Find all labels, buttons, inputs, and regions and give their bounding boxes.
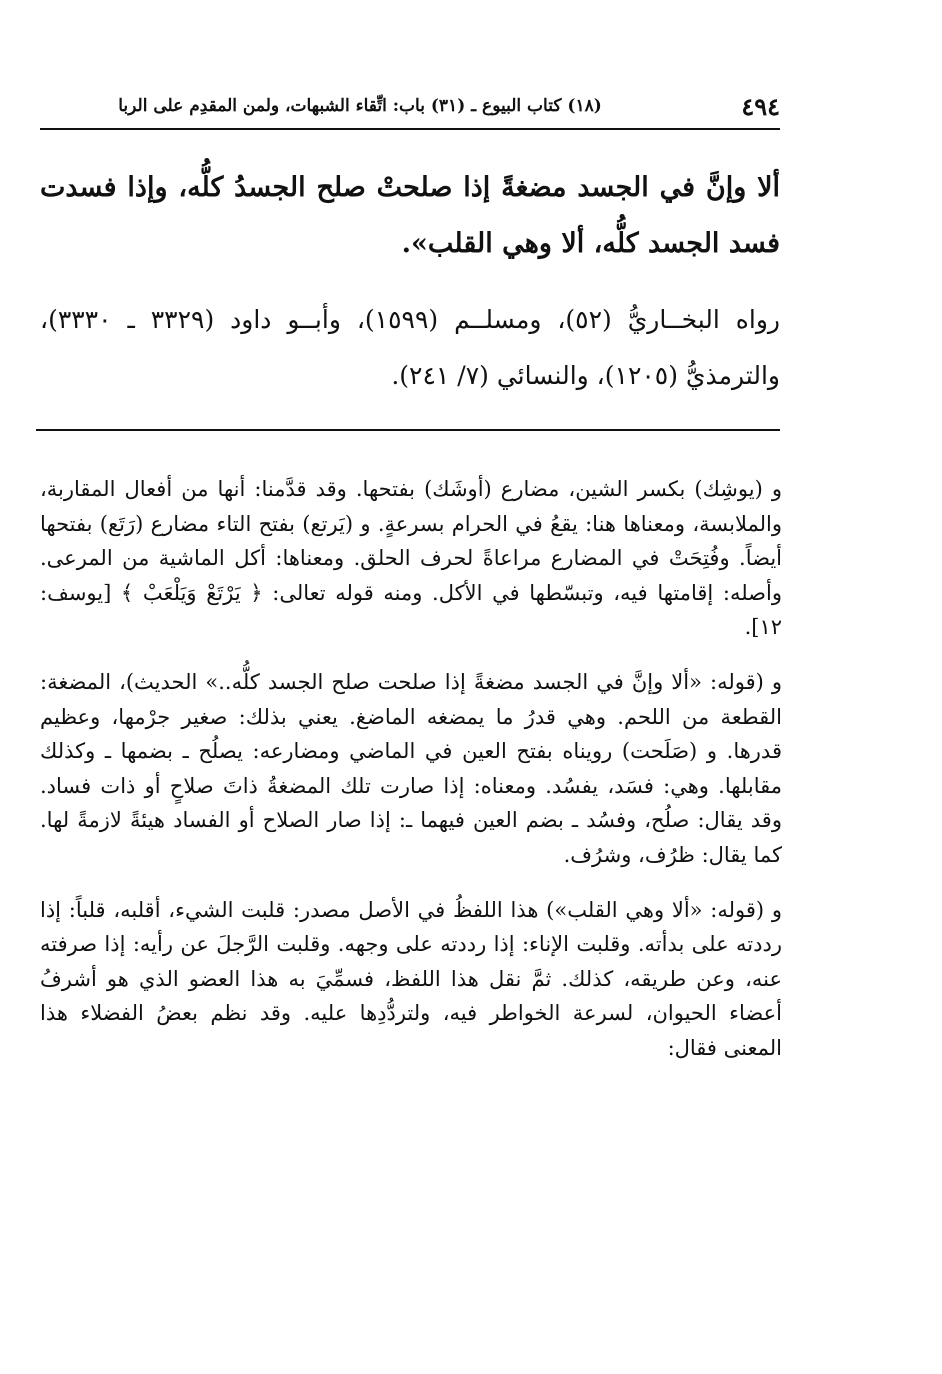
page-number: ٤٩٤ xyxy=(741,92,780,121)
hadith-source: رواه البخــاريُّ (٥٢)، ومسلــم (١٥٩٩)، وأبــو داود (٣٣٢٩ ـ ٣٣٣٠)، والترمذيُّ (١٢٠٥)، والنسائي (٧/ ٢٤١). xyxy=(40,305,780,390)
footnote-separator xyxy=(36,429,780,431)
commentary-paragraph: و (قوله: «ألا وإنَّ في الجسد مضغةً إذا صلحت صلح الجسد كلُّه..» الحديث)، المضغة: القطعة من اللحم. وهي قدرُ ما يمضغه الماضغ. يعني بذلك: صغير جرْمها، وعظيم قدرها. و (صَلَحت) رويناه بفتح العين في الماضي ومضارعه: يصلُح ـ بضمها ـ وكذلك مقابلها. وهي: فسَد، يفسُد. ومعناه: إذا صارت تلك المضغةُ ذاتَ صلاحٍ أو ذات فساد. وقد يقال: صلُح، وفسُد ـ بضم العين فيهما ـ: إذا صار الصلاح أو الفساد هيئةً لازمةً لها. كما يقال: ظرُف، وشرُف. xyxy=(40,669,782,867)
hadith-text: ألا وإنَّ في الجسد مضغةً إذا صلحتْ صلح الجسدُ كلُّه، وإذا فسدت فسد الجسد كلُّه، ألا وهي القلب». xyxy=(40,172,780,259)
commentary-paragraph: و (قوله: «ألا وهي القلب») هذا اللفظُ في الأصل مصدر: قلبت الشيء، أقلبه، قلباً: إذا رددته على بدأته. وقلبت الإناء: إذا رددته على وجهه. وقلبت الرَّجلَ عن رأيه: إذا صرفته عنه، وعن طريقه، كذلك. ثمَّ نقل هذا اللفظ، فسمِّيَ به هذا العضو الذي هو أشرفُ أعضاء الحيوان، لسرعة الخواطر فيه، ولتردُّدِها عليه. وقد نظم بعضُ الفضلاء هذا المعنى فقال: xyxy=(40,897,782,1060)
commentary-block xyxy=(40,472,782,1086)
commentary-paragraph: و (يوشِك) بكسر الشين، مضارع (أوشَك) بفتحها. وقد قدَّمنا: أنها من أفعال المقاربة، والملابسة، ومعناها هنا: يقعُ في الحرام بسرعةٍ. و (يَرتع) بفتح التاء مضارع (رَتَع) بفتحها أيضاً. وفُتِحَتْ في المضارع مراعاةً لحرف الحلق. ومعناها: أكل الماشية من المرعى. وأصله: إقامتها فيه، وتبسّطها في الأكل. ومنه قوله تعالى: ﴿ يَرْتَعْ وَيَلْعَبْ ﴾ [يوسف: ١٢]. xyxy=(40,477,782,640)
running-title: (١٨) كتاب البيوع ـ (٣١) باب: اتِّقاء الشبهات، ولمن المقدِم على الربا xyxy=(118,96,602,116)
hadith-text-block xyxy=(40,160,780,272)
page-header xyxy=(40,92,780,130)
hadith-source-block xyxy=(40,292,780,404)
